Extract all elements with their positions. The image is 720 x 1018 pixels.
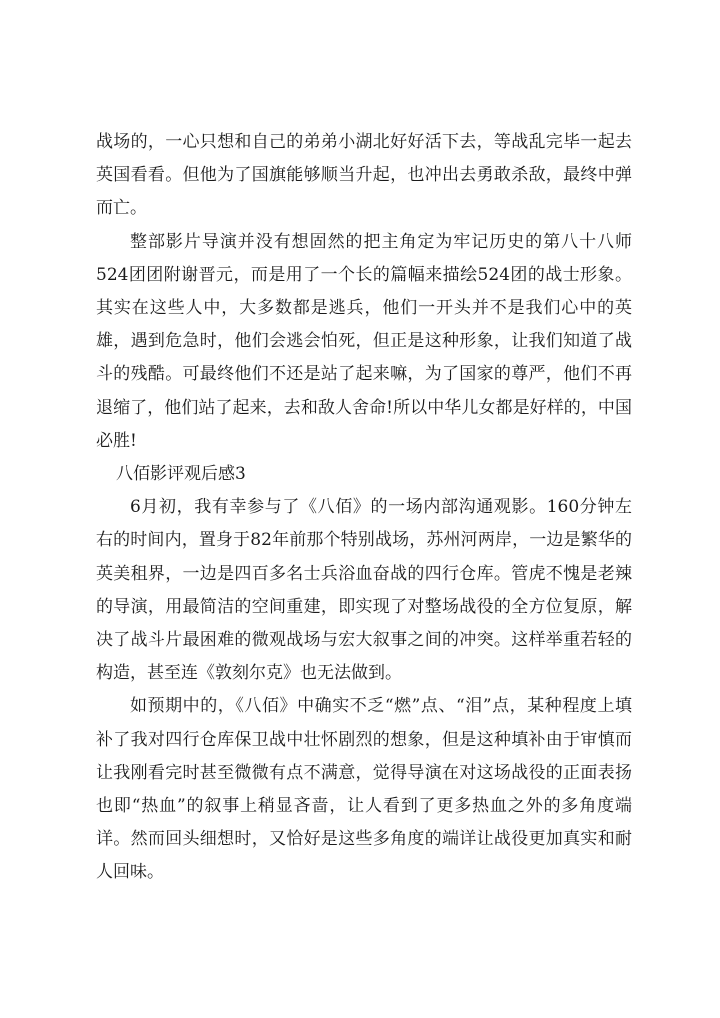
paragraph-director-choice: 整部影片导演并没有想固然的把主角定为牢记历史的第八十八师524团团附谢晋元，而是用了一个长的篇幅来描绘524团的战士形象。其实在这些人中，大多数都是逃兵，他们一开头并不是我们心中的英雄，遇到危急时，他们会逃会怕死，但正是这种形象，让我们知道了战斗的残酷。可最终他们不还是站了起来嘛，为了国家的尊严，他们不再退缩了，他们站了起来，去和敌人舍命!所以中华儿女都是好样的，中国必胜! [96,231,632,451]
paragraph-expectations: 如预期中的，《八佰》中确实不乏“燃”点、“泪”点，某种程度上填补了我对四行仓库保卫战中壮怀剧烈的想象，但是这种填补由于审慎而让我刚看完时甚至微微有点不满意，觉得导演在对这场战役的正面表扬也即“热血”的叙事上稍显吝啬，让人看到了更多热血之外的多角度端详。然而回头细想时，又恰好是这些多角度的端详让战役更加真实和耐人回味。 [96,696,632,883]
paragraph-june-screening: 6月初，我有幸参与了《八佰》的一场内部沟通观影。160分钟左右的时间内，置身于82年前那个特别战场，苏州河两岸，一边是繁华的英美租界，一边是四百多名士兵浴血奋战的四行仓库。管虎不愧是老辣的导演，用最简洁的空间重建，即实现了对整场战役的全方位复原，解决了战斗片最困难的微观战场与宏大叙事之间的冲突。这样举重若轻的构造，甚至连《敦刻尔克》也无法做到。 [96,497,632,684]
section-heading: 八佰影评观后感3 [116,464,246,485]
paragraph-continuation: 战场的，一心只想和自己的弟弟小湖北好好活下去，等战乱完毕一起去英国看看。但他为了国旗能够顺当升起，也冲出去勇敢杀敌，最终中弹而亡。 [96,132,632,219]
document-body [96,126,632,890]
